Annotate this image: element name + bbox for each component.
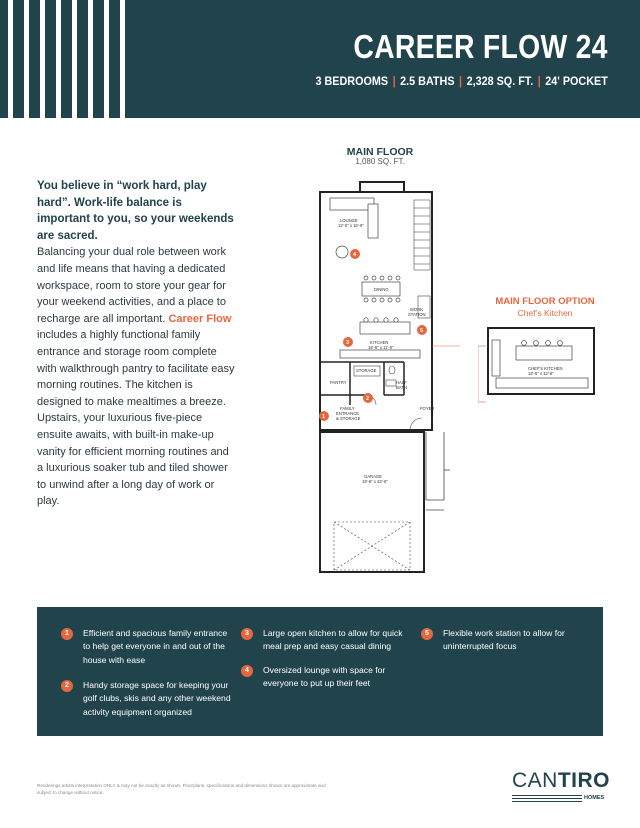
feature-text-3: Large open kitchen to allow for quick meal prep and easy casual dining — [263, 628, 403, 652]
room-label-work: WORK — [410, 307, 424, 312]
intro-lead: You believe in “work hard, play hard”. Work-life balance is important to you, so your weekends are sacred. — [37, 180, 234, 242]
garage-outline — [320, 432, 424, 572]
feature-text-4: Oversized lounge with space for everyone to put up their feet — [263, 665, 386, 689]
decorative-stripes — [0, 0, 125, 118]
garage-door — [334, 522, 410, 570]
spec-separator: | — [392, 74, 396, 88]
feature-text-1: Efficient and spacious family entrance to help get everyone in and out of the house with ease — [83, 628, 228, 665]
svg-text:5: 5 — [420, 328, 424, 334]
svg-text:4: 4 — [353, 252, 357, 258]
room-label-pantry: PANTRY — [330, 380, 347, 385]
room-label-entrance: ENTRANCE — [336, 411, 360, 416]
option-room-label: CHEF'S KITCHEN — [528, 366, 563, 371]
feature-text-5: Flexible work station to allow for uninterrupted focus — [443, 628, 565, 652]
porch-steps — [426, 432, 450, 510]
page-title: CAREER FLOW 24 — [353, 28, 608, 65]
room-dim-lounge: 12'-0" x 18'-9" — [338, 223, 364, 228]
room-label-family: FAMILY — [340, 406, 355, 411]
svg-text:2: 2 — [366, 396, 370, 402]
room-label-bath: BATH — [396, 385, 407, 390]
svg-text:1: 1 — [322, 414, 326, 420]
chef-island — [492, 340, 588, 388]
marker-5 — [417, 325, 427, 335]
main-floor-plan — [300, 170, 460, 600]
header-banner — [0, 0, 640, 118]
room-label-garage: GARAGE — [364, 474, 382, 479]
cantiro-logo — [512, 769, 611, 801]
feature-number-1: 1 — [61, 628, 73, 640]
room-label-lounge: LOUNGE — [340, 218, 358, 223]
room-label-storage: STORAGE — [356, 368, 377, 373]
feature-number-2: 2 — [61, 680, 73, 692]
features-panel — [37, 607, 603, 736]
marker-3 — [343, 337, 353, 347]
feature-number-5: 5 — [421, 628, 433, 640]
lounge-furniture — [330, 198, 378, 258]
option-title: MAIN FLOOR OPTION — [495, 296, 595, 307]
floorplan-title: MAIN FLOOR — [346, 146, 414, 158]
option-room-dim: 18'-6" x 12'-8" — [528, 371, 554, 376]
spec-area: 2,328 SQ. FT. — [466, 74, 534, 88]
logo-part-2: TIRO — [557, 769, 611, 792]
intro-body-1: Balancing your dual role between work and life means that having a dedicated workspace, room to store your gear for your weekend activities, and a place to recharge are all important. — [37, 246, 226, 325]
bay-window — [360, 182, 404, 192]
doors — [366, 395, 422, 430]
disclaimer: Renderings artists interpretation ONLY & may not be exactly as shown. Floorplans, specifications and dimensions shown are approximate and subject to change without notice. — [37, 783, 326, 795]
room-label-foyer: FOYER — [420, 406, 435, 411]
feature-text-2: Handy storage space for keeping your golf clubs, skis and any other weekend activity equipment organized — [83, 680, 231, 717]
marker-1 — [319, 411, 329, 421]
intro-text — [37, 178, 237, 510]
spec-pocket: 24' POCKET — [545, 74, 608, 88]
svg-text:3: 3 — [346, 340, 350, 346]
feature-number-4: 4 — [241, 665, 253, 677]
marker-2 — [363, 393, 373, 403]
room-label-dining: DINING — [374, 287, 389, 292]
room-label-station: STATION — [408, 312, 426, 317]
stairs — [414, 200, 430, 270]
home-specs — [316, 74, 608, 88]
spec-separator: | — [459, 74, 463, 88]
logo-homes: HOMES — [584, 795, 605, 801]
spec-separator: | — [537, 74, 541, 88]
spec-baths: 2.5 BATHS — [400, 74, 455, 88]
floorplan-area: 1,080 SQ. FT. — [355, 157, 405, 166]
intro-highlight: Career Flow — [168, 312, 232, 325]
room-dim-garage: 19'-6" x 23'-6" — [362, 479, 388, 484]
room-dim-kitchen: 18'-6" x 11'-8" — [368, 345, 394, 350]
option-subtitle: Chef’s Kitchen — [517, 308, 573, 318]
room-label-half: HALF — [396, 380, 407, 385]
chef-kitchen-plan — [478, 318, 608, 408]
room-label-family-storage: & STORAGE — [336, 416, 361, 421]
kitchen-island — [340, 318, 420, 358]
intro-body-2: includes a highly functional family entrance and storage room complete with walkthrough pantry to facilitate easy morning routines. The kitchen is designed to make mealtimes a breeze. Upstairs, your luxurious five-piece ensuite awaits, with built-in make-up vanity for efficient morning routines and a luxurious soaker tub and tiled shower to unwind after a long day of work or play. — [37, 329, 235, 508]
logo-lines — [512, 795, 582, 805]
spec-bedrooms: 3 BEDROOMS — [315, 74, 389, 88]
room-label-kitchen: KITCHEN — [370, 340, 389, 345]
logo-part-1: CAN — [512, 769, 558, 792]
feature-number-3: 3 — [241, 628, 253, 640]
marker-4 — [350, 249, 360, 259]
